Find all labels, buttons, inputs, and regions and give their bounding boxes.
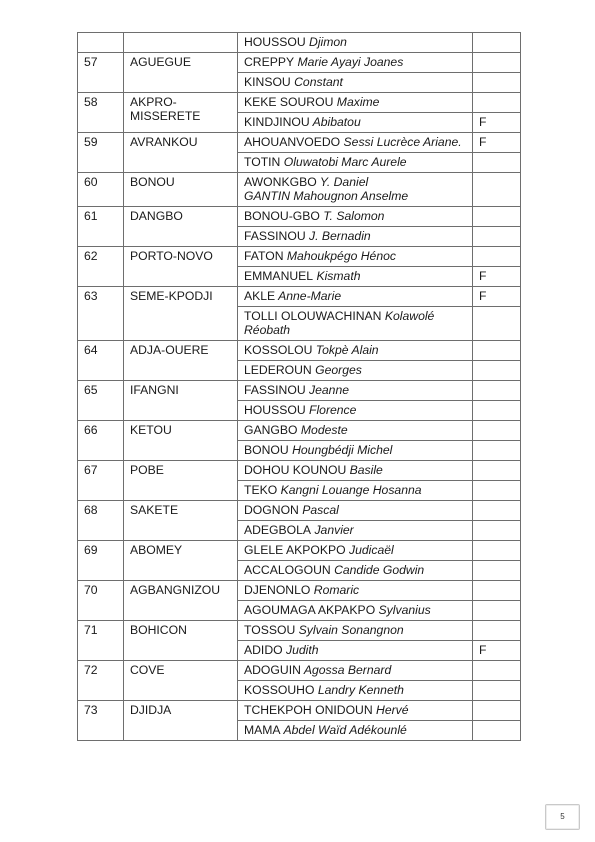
person-name <box>238 701 473 721</box>
given-names: J. Bernadin <box>305 229 371 243</box>
table-row <box>78 541 521 561</box>
surname: GLELE AKPOKPO <box>244 543 346 557</box>
surname: FATON <box>244 249 284 263</box>
sex-marker <box>473 307 521 341</box>
sex-marker <box>473 461 521 481</box>
person-name <box>238 401 473 421</box>
table-row <box>78 173 521 207</box>
given-names: Anne-Marie <box>275 289 342 303</box>
table-row <box>78 247 521 267</box>
surname: DOHOU KOUNOU <box>244 463 347 477</box>
person-name <box>238 361 473 381</box>
given-names: Houngbédji Michel <box>288 443 393 457</box>
person-name <box>238 581 473 601</box>
surname: BONOU <box>244 443 289 457</box>
row-number: 70 <box>78 581 124 621</box>
given-names: Sessi Lucrèce Ariane. <box>340 135 462 149</box>
sex-marker <box>473 621 521 641</box>
surname: BONOU-GBO <box>244 209 320 223</box>
table-row <box>78 381 521 401</box>
row-number: 67 <box>78 461 124 501</box>
person-name <box>238 267 473 287</box>
sex-marker <box>473 381 521 401</box>
commune-name: AKPRO- MISSERETE <box>124 93 238 133</box>
surname: TOSSOU <box>244 623 296 637</box>
given-names: Judith <box>282 643 319 657</box>
surname: ADOGUIN <box>244 663 301 677</box>
given-names: Jeanne <box>305 383 350 397</box>
sex-marker <box>473 207 521 227</box>
surname: AKLE <box>244 289 276 303</box>
person-name <box>238 113 473 133</box>
person-name <box>238 441 473 461</box>
given-names: Pascal <box>298 503 339 517</box>
sex-marker <box>473 153 521 173</box>
person-name <box>238 681 473 701</box>
person-name <box>238 93 473 113</box>
table-row <box>78 701 521 721</box>
given-names: Abibatou <box>309 115 361 129</box>
table-row <box>78 53 521 73</box>
person-name <box>238 501 473 521</box>
given-names: Judicaël <box>345 543 394 557</box>
given-names: Y. Daniel GANTIN Mahougnon Anselme <box>244 175 409 203</box>
person-name <box>238 53 473 73</box>
sex-marker: F <box>473 641 521 661</box>
table-row <box>78 661 521 681</box>
person-name <box>238 287 473 307</box>
sex-marker <box>473 227 521 247</box>
table-row <box>78 421 521 441</box>
surname: HOUSSOU <box>244 35 306 49</box>
sex-marker <box>473 681 521 701</box>
table-row <box>78 207 521 227</box>
table-row <box>78 581 521 601</box>
row-number <box>78 33 124 53</box>
given-names: Marie Ayayi Joanes <box>294 55 404 69</box>
surname: ADEGBOLA <box>244 523 312 537</box>
commune-name: DANGBO <box>124 207 238 247</box>
person-name <box>238 73 473 93</box>
given-names: Mahoukpégo Hénoc <box>283 249 396 263</box>
surname: LEDEROUN <box>244 363 312 377</box>
surname: TOTIN <box>244 155 281 169</box>
sex-marker <box>473 661 521 681</box>
sex-marker: F <box>473 267 521 287</box>
commune-name: AVRANKOU <box>124 133 238 173</box>
surname: KEKE SOUROU <box>244 95 334 109</box>
row-number: 69 <box>78 541 124 581</box>
surname: KOSSOUHO <box>244 683 315 697</box>
page-number: 5 <box>545 804 580 830</box>
person-name <box>238 481 473 501</box>
given-names: Janvier <box>311 523 354 537</box>
surname: KINSOU <box>244 75 291 89</box>
commune-name: AGBANGNIZOU <box>124 581 238 621</box>
surname: TEKO <box>244 483 278 497</box>
sex-marker <box>473 361 521 381</box>
row-number: 68 <box>78 501 124 541</box>
given-names: Tokpè Alain <box>312 343 379 357</box>
given-names: Djimon <box>305 35 347 49</box>
commune-name: BOHICON <box>124 621 238 661</box>
row-number: 73 <box>78 701 124 741</box>
given-names: Modeste <box>297 423 348 437</box>
row-number: 60 <box>78 173 124 207</box>
row-number: 64 <box>78 341 124 381</box>
surname: AHOUANVOEDO <box>244 135 341 149</box>
person-name <box>238 721 473 741</box>
sex-marker <box>473 401 521 421</box>
sex-marker <box>473 721 521 741</box>
person-name <box>238 461 473 481</box>
table-row <box>78 461 521 481</box>
sex-marker <box>473 53 521 73</box>
sex-marker <box>473 581 521 601</box>
sex-marker <box>473 73 521 93</box>
given-names: Sylvanius <box>375 603 431 617</box>
commune-name: IFANGNI <box>124 381 238 421</box>
given-names: Hervé <box>372 703 409 717</box>
commune-name: COVE <box>124 661 238 701</box>
sex-marker: F <box>473 113 521 133</box>
row-number: 57 <box>78 53 124 93</box>
commune-name: BONOU <box>124 173 238 207</box>
surname: GANGBO <box>244 423 298 437</box>
commune-name: KETOU <box>124 421 238 461</box>
sex-marker <box>473 33 521 53</box>
person-name <box>238 307 473 341</box>
given-names: Kangni Louange Hosanna <box>277 483 422 497</box>
sex-marker <box>473 521 521 541</box>
surname: FASSINOU <box>244 229 306 243</box>
surname: ACCALOGOUN <box>244 563 331 577</box>
table-row <box>78 93 521 113</box>
person-name <box>238 247 473 267</box>
person-name <box>238 621 473 641</box>
person-name <box>238 541 473 561</box>
person-name <box>238 661 473 681</box>
surname: AWONKGBO <box>244 175 317 189</box>
table-row <box>78 287 521 307</box>
table-row <box>78 501 521 521</box>
surname: DOGNON <box>244 503 299 517</box>
sex-marker <box>473 561 521 581</box>
row-number: 63 <box>78 287 124 341</box>
surname: EMMANUEL <box>244 269 314 283</box>
commune-name: PORTO-NOVO <box>124 247 238 287</box>
person-name <box>238 381 473 401</box>
surname: KOSSOLOU <box>244 343 313 357</box>
given-names: Abdel Waïd Adékounlé <box>280 723 407 737</box>
person-name <box>238 153 473 173</box>
sex-marker <box>473 421 521 441</box>
commune-name: AGUEGUE <box>124 53 238 93</box>
person-name <box>238 521 473 541</box>
surname: CREPPY <box>244 55 295 69</box>
surname: KINDJINOU <box>244 115 310 129</box>
row-number: 62 <box>78 247 124 287</box>
deputies-table-body <box>78 33 521 741</box>
sex-marker <box>473 701 521 721</box>
commune-name: POBE <box>124 461 238 501</box>
given-names: Basile <box>346 463 383 477</box>
deputies-table <box>77 32 521 741</box>
sex-marker <box>473 601 521 621</box>
person-name <box>238 173 473 207</box>
person-name <box>238 561 473 581</box>
sex-marker <box>473 441 521 461</box>
person-name <box>238 421 473 441</box>
given-names: Romaric <box>310 583 360 597</box>
person-name <box>238 133 473 153</box>
commune-name: DJIDJA <box>124 701 238 741</box>
person-name <box>238 33 473 53</box>
surname: TCHEKPOH ONIDOUN <box>244 703 373 717</box>
sex-marker <box>473 93 521 113</box>
commune-name: SAKETE <box>124 501 238 541</box>
person-name <box>238 207 473 227</box>
given-names: T. Salomon <box>319 209 385 223</box>
given-names: Oluwatobi Marc Aurele <box>280 155 407 169</box>
row-number: 59 <box>78 133 124 173</box>
surname: FASSINOU <box>244 383 306 397</box>
table-row <box>78 133 521 153</box>
sex-marker <box>473 501 521 521</box>
given-names: Kismath <box>313 269 361 283</box>
surname: TOLLI OLOUWACHINAN <box>244 309 382 323</box>
person-name <box>238 341 473 361</box>
given-names: Sylvain Sonangnon <box>295 623 404 637</box>
table-row <box>78 341 521 361</box>
given-names: Candide Godwin <box>330 563 425 577</box>
commune-name: ADJA-OUERE <box>124 341 238 381</box>
surname: DJENONLO <box>244 583 311 597</box>
sex-marker <box>473 541 521 561</box>
given-names: Landry Kenneth <box>314 683 404 697</box>
row-number: 66 <box>78 421 124 461</box>
sex-marker <box>473 481 521 501</box>
row-number: 72 <box>78 661 124 701</box>
sex-marker <box>473 247 521 267</box>
surname: ADIDO <box>244 643 283 657</box>
surname: HOUSSOU <box>244 403 306 417</box>
surname: MAMA <box>244 723 281 737</box>
table-row <box>78 33 521 53</box>
person-name <box>238 601 473 621</box>
row-number: 65 <box>78 381 124 421</box>
sex-marker: F <box>473 133 521 153</box>
given-names: Agossa Bernard <box>300 663 392 677</box>
row-number: 58 <box>78 93 124 133</box>
commune-name: SEME-KPODJI <box>124 287 238 341</box>
given-names: Kolawolé Réobath <box>244 309 435 337</box>
commune-name: ABOMEY <box>124 541 238 581</box>
given-names: Maxime <box>333 95 380 109</box>
surname: AGOUMAGA AKPAKPO <box>244 603 376 617</box>
commune-name <box>124 33 238 53</box>
sex-marker <box>473 341 521 361</box>
row-number: 61 <box>78 207 124 247</box>
sex-marker: F <box>473 287 521 307</box>
table-row <box>78 621 521 641</box>
given-names: Constant <box>290 75 343 89</box>
person-name <box>238 641 473 661</box>
given-names: Florence <box>305 403 357 417</box>
row-number: 71 <box>78 621 124 661</box>
person-name <box>238 227 473 247</box>
sex-marker <box>473 173 521 207</box>
given-names: Georges <box>311 363 362 377</box>
